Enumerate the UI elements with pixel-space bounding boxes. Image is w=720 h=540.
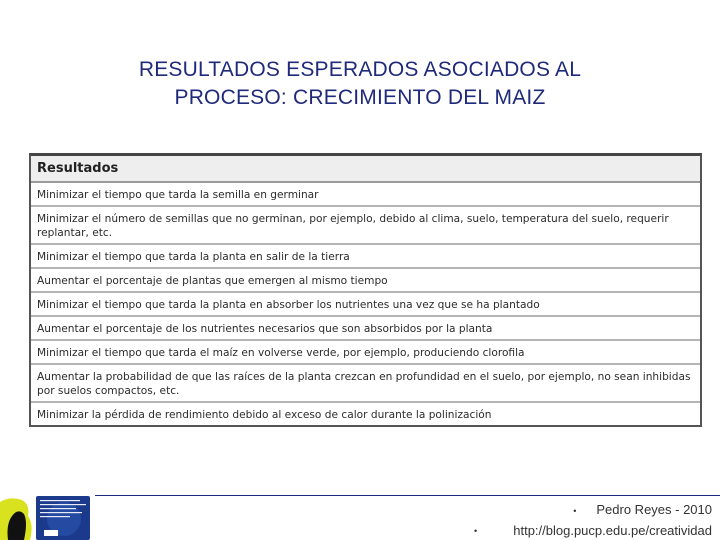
result-row: Minimizar el número de semillas que no germinan, por ejemplo, debido al clima, suelo, temperatura del suelo, requerir replantar, etc. — [31, 207, 700, 245]
slide-title-line-1: RESULTADOS ESPERADOS ASOCIADOS AL — [138, 58, 582, 81]
footer-author-line — [352, 502, 712, 517]
footer-bullet: • — [573, 506, 577, 516]
footer-divider — [95, 495, 720, 496]
footer-bullet-2: • — [474, 526, 478, 536]
slide-title-line-2: PROCESO: CRECIMIENTO DEL MAIZ — [174, 86, 546, 109]
footer-author: Pedro Reyes - 2010 — [596, 502, 712, 517]
footer-url[interactable]: http://blog.pucp.edu.pe/creatividad — [513, 523, 712, 538]
result-row: Minimizar el tiempo que tarda el maíz en volverse verde, por ejemplo, produciendo clorofila — [31, 341, 700, 365]
result-row: Minimizar el tiempo que tarda la semilla en germinar — [31, 183, 700, 207]
pucp-logo-icon — [0, 494, 92, 540]
results-table-header: Resultados — [31, 156, 700, 183]
result-row: Aumentar el porcentaje de los nutrientes necesarios que son absorbidos por la planta — [31, 317, 700, 341]
result-row: Aumentar el porcentaje de plantas que emergen al mismo tiempo — [31, 269, 700, 293]
pucp-logo — [0, 494, 92, 540]
slide-title — [60, 56, 660, 112]
result-row: Aumentar la probabilidad de que las raíces de la planta crezcan en profundidad en el suelo, por ejemplo, no sean inhibidas por suelos compactos, etc. — [31, 365, 700, 403]
result-row: Minimizar el tiempo que tarda la planta en salir de la tierra — [31, 245, 700, 269]
results-table — [29, 153, 702, 427]
result-row: Minimizar el tiempo que tarda la planta en absorber los nutrientes una vez que se ha plantado — [31, 293, 700, 317]
result-row: Minimizar la pérdida de rendimiento debido al exceso de calor durante la polinización — [37, 409, 492, 421]
